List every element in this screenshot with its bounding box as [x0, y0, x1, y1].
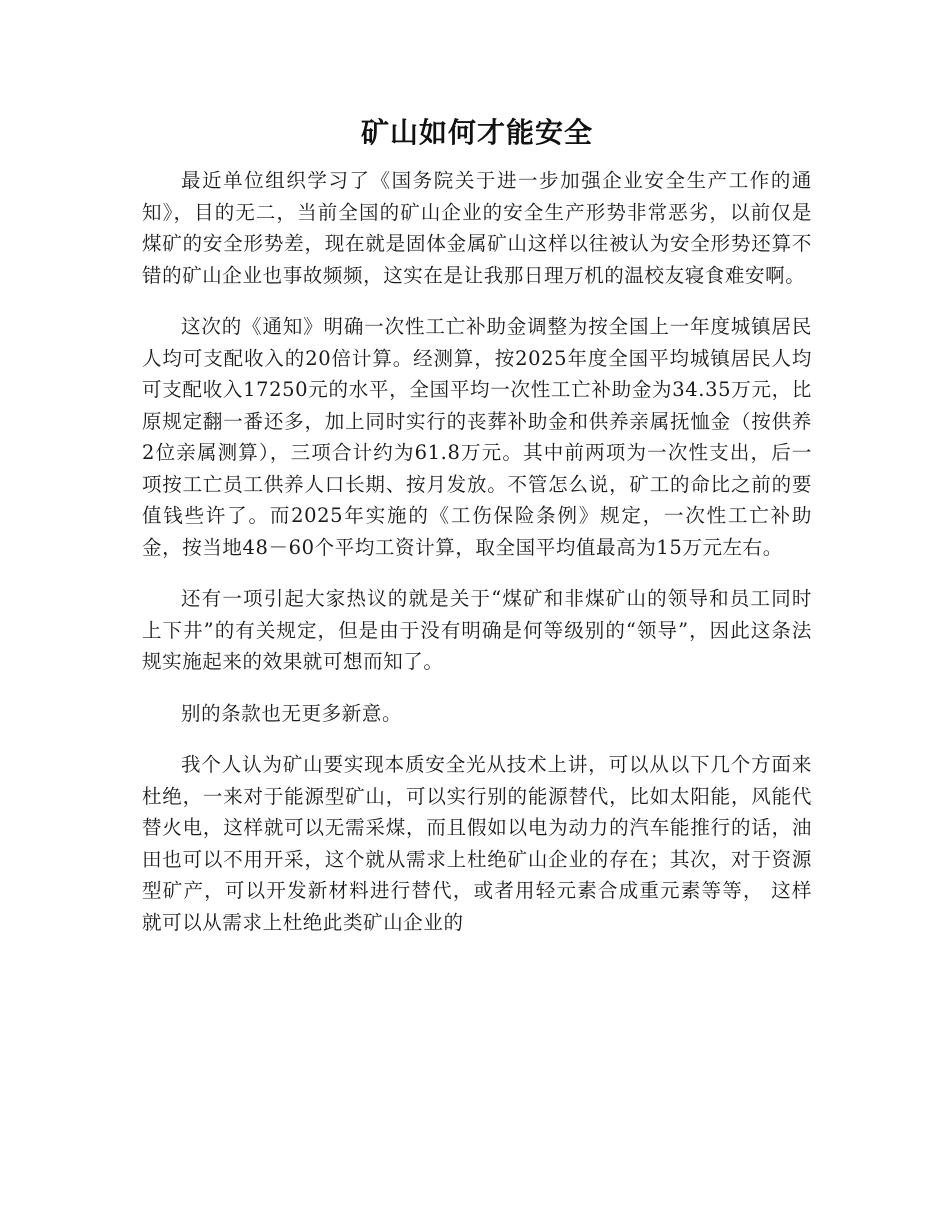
document-body — [142, 113, 812, 938]
paragraph-intro: 最近单位组织学习了《国务院关于进一步加强企业安全生产工作的通知》，目的无二，当前全国的矿山企业的安全生产形势非常恶劣，以前仅是煤矿的安全形势差，现在就是固体金属矿山这样以往被认为安全形势还算不错的矿山企业也事故频频，这实在是让我那日理万机的温校友寝食难安啊。 — [142, 169, 812, 287]
document-title: 矿山如何才能安全 — [360, 116, 593, 149]
paragraph-other-terms: 别的条款也无更多新意。 — [181, 701, 403, 725]
paragraph-compensation: 这次的《通知》明确一次性工亡补助金调整为按全国上一年度城镇居民人均可支配收入的20倍计算。经测算，按2025年度全国平均城镇居民人均可支配收入17250元的水平，全国平均一次性工亡补助金为34.35万元，比原规定翻一番还多，加上同时实行的丧葬补助金和供养亲属抚恤金（按供养2位亲属测算），三项合计约为61.8万元。其中前两项为一次性支出，后一项按工亡员工供养人口长期、按月发放。不管怎么说，矿工的命比之前的要值钱些许了。而2025年实施的《工伤保险条例》规定，一次性工亡补助金，按当地48－60个平均工资计算，取全国平均值最高为15万元左右。 — [142, 315, 812, 559]
paragraph-leaders-rule: 还有一项引起大家热议的就是关于“煤矿和非煤矿山的领导和员工同时上下井”的有关规定，但是由于没有明确是何等级别的“领导”，因此这条法规实施起来的效果就可想而知了。 — [142, 587, 812, 673]
paragraph-opinion: 我个人认为矿山要实现本质安全光从技术上讲，可以从以下几个方面来杜绝，一来对于能源型矿山，可以实行别的能源替代，比如太阳能，风能代替火电，这样就可以无需采煤，而且假如以电为动力的汽车能推行的话，油田也可以不用开采，这个就从需求上杜绝矿山企业的存在；其次，对于资源型矿产，可以开发新材料进行替代，或者用轻元素合成重元素等等， 这样就可以从需求上杜绝此类矿山企业的 — [142, 753, 812, 934]
